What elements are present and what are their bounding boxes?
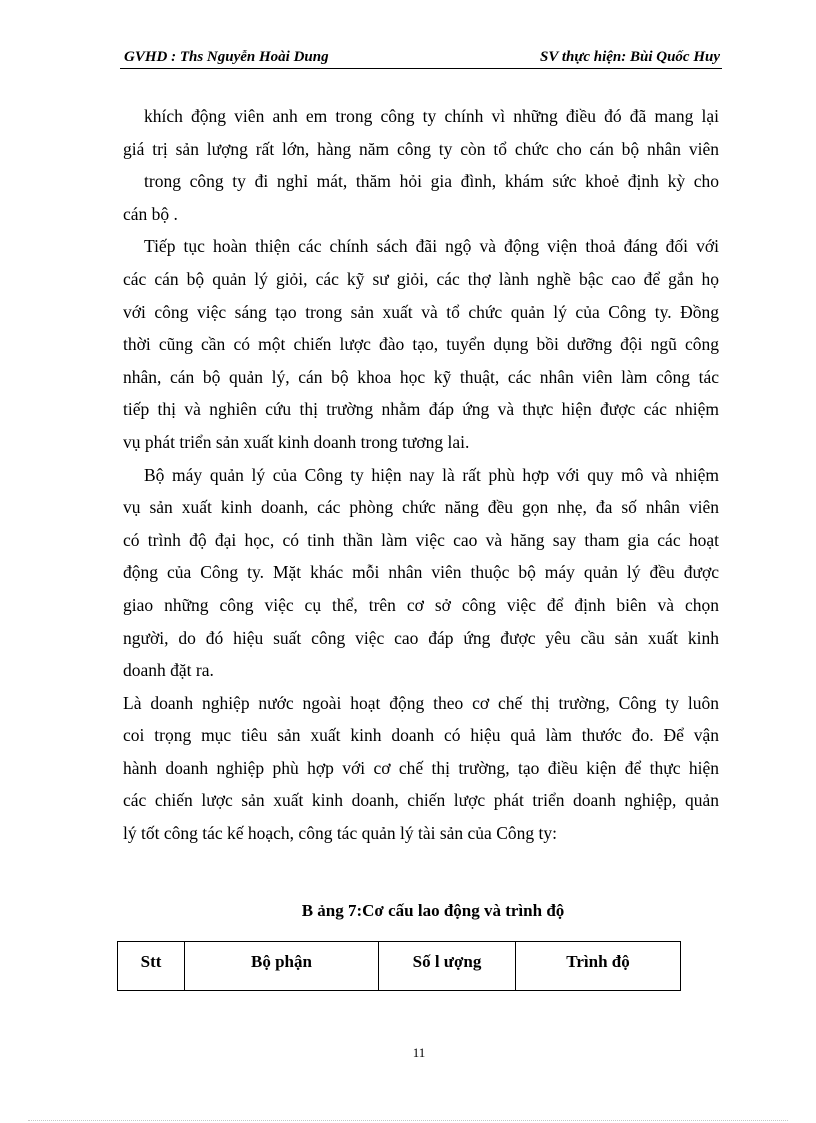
text-line: trong công ty đi nghỉ mát, thăm hỏi gia đình, khám sức khoẻ định kỳ cho [144, 171, 719, 192]
header-advisor: GVHD : Ths Nguyễn Hoài Dung [124, 49, 329, 65]
header-student: SV thực hiện: Bùi Quốc Huy [540, 49, 720, 65]
text-line: người, do đó hiệu suất công việc cao đáp ứng được yêu cầu sản xuất kinh [123, 627, 719, 648]
text-line: với công việc sáng tạo trong sản xuất và tổ chức quản lý của Công ty. Đồng [123, 301, 719, 322]
paragraph-4 [123, 687, 719, 850]
text-line: động của Công ty. Mặt khác mỗi nhân viên thuộc bộ máy quản lý đều được [123, 562, 719, 583]
header-qualification: Trình độ [516, 942, 681, 991]
text-line: hành doanh nghiệp phù hợp với cơ chế thị trường, tạo điều kiện để thực hiện [123, 757, 719, 778]
text-line: cán bộ . [123, 203, 178, 224]
text-line: lý tốt công tác kế hoạch, công tác quản lý tài sản của Công ty: [123, 823, 557, 844]
text-line: doanh đặt ra. [123, 660, 214, 681]
header-quantity: Số l ượng [379, 942, 516, 991]
text-line: tiếp thị và nghiên cứu thị trường nhằm đáp ứng và thực hiện được các nhiệm [123, 399, 719, 420]
text-line: giao những công việc cụ thể, trên cơ sở công việc để định biên và chọn [123, 594, 719, 615]
header-stt: Stt [118, 942, 185, 991]
text-line: giá trị sản lượng rất lớn, hàng năm công ty còn tổ chức cho cán bộ nhân viên [123, 138, 719, 159]
text-line: nhân, cán bộ quản lý, cán bộ khoa học kỹ thuật, các nhân viên làm công tác [123, 366, 719, 387]
text-line: Bộ máy quản lý của Công ty hiện nay là rất phù hợp với quy mô và nhiệm [144, 464, 719, 485]
page-header [120, 48, 722, 69]
text-line: thời cũng cần có một chiến lược đào tạo, tuyển dụng bồi dưỡng đội ngũ công [123, 334, 719, 355]
paragraph-1 [123, 100, 719, 230]
text-line: các chiến lược sản xuất kinh doanh, chiến lược phát triển doanh nghiệp, quản [123, 790, 719, 811]
text-line: vụ sản xuất kinh doanh, các phòng chức năng đều gọn nhẹ, đa số nhân viên [123, 497, 719, 518]
page-number: 11 [412, 1045, 426, 1060]
header-department: Bộ phận [185, 942, 379, 991]
text-line: Là doanh nghiệp nước ngoài hoạt động theo cơ chế thị trường, Công ty luôn [123, 692, 719, 713]
text-line: khích động viên anh em trong công ty chính vì những điều đó đã mang lại [144, 106, 719, 126]
page-bottom-border [28, 1120, 788, 1121]
labor-structure-table [117, 941, 681, 991]
text-line: có trình độ đại học, có tinh thần làm việc cao và hăng say tham gia các hoạt [123, 529, 719, 550]
paragraph-2 [123, 230, 719, 458]
text-line: các cán bộ quản lý giỏi, các kỹ sư giỏi, các thợ lành nghề bậc cao để gắn họ [123, 268, 719, 289]
table-title: B ảng 7:Cơ cấu lao động và trình độ [301, 901, 565, 920]
paragraph-3 [123, 459, 719, 687]
table-header-row [118, 942, 681, 991]
text-line: vụ phát triển sản xuất kinh doanh trong tương lai. [123, 431, 470, 452]
text-line: coi trọng mục tiêu sản xuất kinh doanh có hiệu quả làm thước đo. Để vận [123, 725, 719, 746]
text-line: Tiếp tục hoàn thiện các chính sách đãi ngộ và động viện thoả đáng đối với [144, 236, 719, 257]
body-text [123, 100, 719, 850]
